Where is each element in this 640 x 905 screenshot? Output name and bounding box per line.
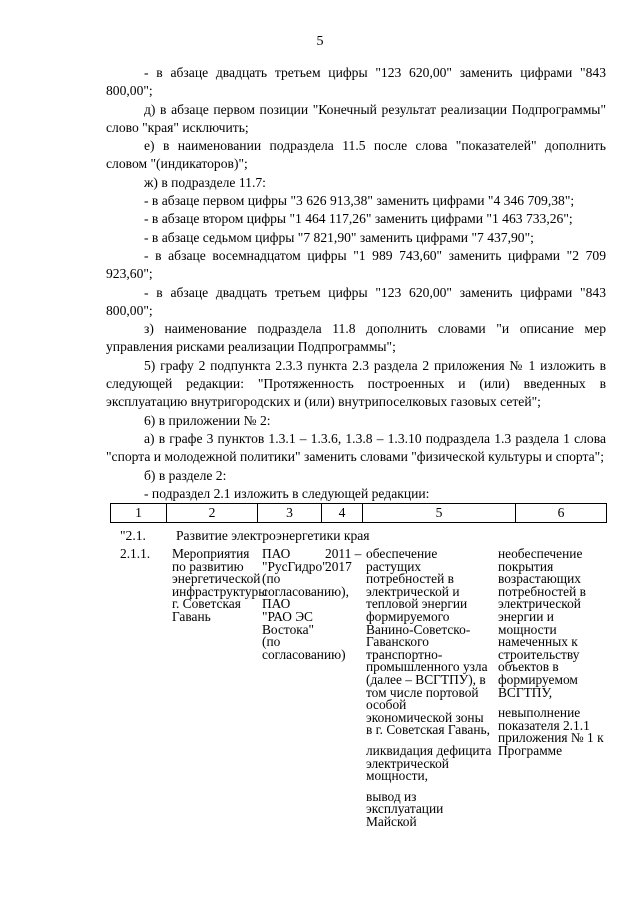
row-number-text: 2.1.1. — [120, 546, 151, 561]
results-cell — [366, 548, 492, 836]
body-text — [106, 64, 606, 503]
paragraph: - в абзаце втором цифры "1 464 117,26" заменить цифрами "1 463 733,26"; — [144, 211, 573, 227]
paragraph: 5) графу 2 подпункта 2.3.3 пункта 2.3 раздела 2 приложения № 1 изложить в следующей редакции: "Протяженность построенных и (или) введенных в эксплуатацию внутригородских и (или) внутрипоселковых газовых сетей"; — [106, 357, 606, 410]
column-number: 4 — [322, 504, 363, 523]
paragraph: е) в наименовании подраздела 11.5 после слова "показателей" дополнить словом "(индикаторов)"; — [106, 138, 606, 172]
result-item: вывод из эксплуатации Майской — [366, 788, 444, 829]
paragraph: б) в разделе 2: — [144, 467, 227, 483]
result-item: ликвидация дефицита электрической мощности, — [366, 742, 492, 784]
paragraph: а) в графе 3 пунктов 1.3.1 – 1.3.6, 1.3.8 – 1.3.10 подраздела 1.3 раздела 1 слова "спорта и молодежной политики" заменить словами "физической культуры и спорта"; — [106, 430, 606, 465]
row-number — [120, 548, 168, 569]
paragraph: ж) в подразделе 11.7: — [144, 174, 266, 190]
paragraph: з) наименование подраздела 11.8 дополнить словами "и описание мер управления рисками реализации Подпрограммы"; — [106, 321, 606, 355]
executor: ПАО "РАО ЭС Востока" (по согласованию) — [262, 596, 346, 662]
section-title: Развитие электроэнергетики края — [176, 528, 370, 543]
column-number-header — [110, 503, 607, 523]
consequences-cell — [498, 548, 608, 766]
measure-cell — [172, 546, 268, 632]
paragraph: - подраздел 2.1 изложить в следующей редакции: — [144, 485, 430, 501]
paragraph: - в абзаце седьмом цифры "7 821,90" заменить цифрами "7 437,90"; — [144, 229, 534, 245]
section-number: "2.1. — [120, 528, 146, 543]
result-item: обеспечение растущих потребностей в электрической и тепловой энергии формируемого Ванино-Советско-Гаванского транспортно-промышленного узла (далее – ВСГТПУ), в том числе портовой особой экономической зоны в г. Советская Гавань, — [366, 546, 490, 738]
consequence-item: необеспечение покрытия возрастающих потребностей в электрической энергии и мощности намеченных к строительству объектов в формируемом ВСГТПУ, — [498, 546, 586, 700]
paragraph: - в абзаце восемнадцатом цифры "1 989 743,60" заменить цифрами "2 709 923,60"; — [106, 247, 606, 282]
column-number: 2 — [167, 504, 258, 523]
paragraph: 6) в приложении № 2: — [144, 412, 271, 428]
column-number: 5 — [363, 504, 516, 523]
executor: ПАО "РусГидро" (по согласованию), — [262, 546, 349, 599]
paragraph: - в абзаце двадцать третьем цифры "123 620,00" заменить цифрами "843 800,00"; — [106, 65, 606, 99]
paragraph: - в абзаце первом цифры "3 626 913,38" заменить цифрами "4 346 709,38"; — [144, 193, 575, 209]
column-number: 1 — [111, 504, 167, 523]
period-text: 2011 – 2017 — [325, 546, 362, 574]
column-number: 3 — [258, 504, 322, 523]
period-cell — [325, 548, 363, 581]
paragraph: - в абзаце двадцать третьем цифры "123 620,00" заменить цифрами "843 800,00"; — [106, 284, 606, 318]
column-number: 6 — [516, 504, 607, 523]
paragraph: д) в абзаце первом позиции "Конечный результат реализации Подпрограммы" слово "края" исключить; — [106, 101, 606, 135]
consequence-item: невыполнение показателя 2.1.1 приложения № 1 к Программе — [498, 705, 604, 758]
page-number: 5 — [316, 34, 324, 49]
measure-text: Мероприятия по развитию энергетической инфраструктуры г. Советская Гавань — [172, 546, 268, 624]
